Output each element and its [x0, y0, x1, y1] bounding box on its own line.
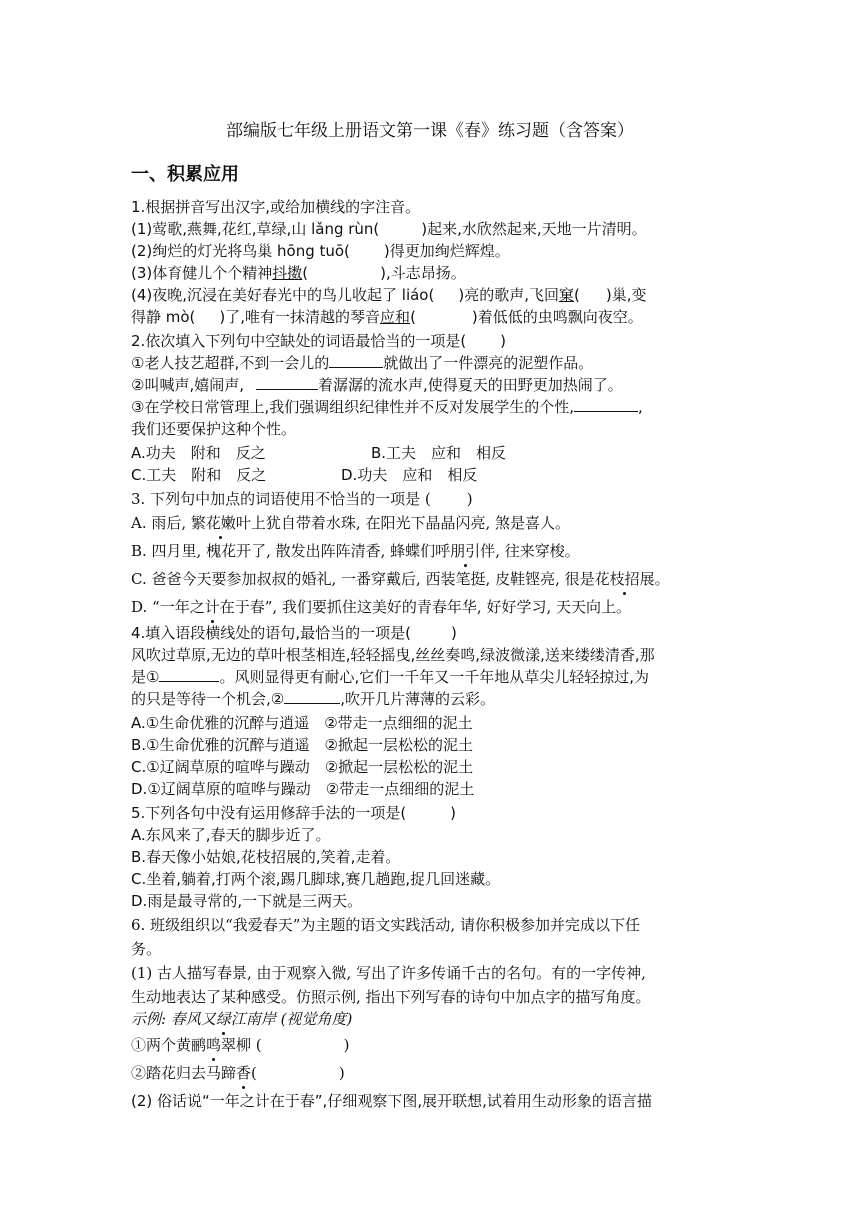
- fill-blank: [329, 353, 383, 368]
- paren-close: ): [343, 1036, 350, 1054]
- underlined-word: 抖擞: [272, 264, 303, 282]
- q2-stem-text: 2.依次填入下列句中空缺处的词语最恰当的一项是(: [131, 332, 467, 350]
- q1-item-4-text-2: )亮的歌声,飞回: [458, 286, 559, 304]
- q2-line-3: [131, 396, 741, 418]
- q3-option-b-text-end: , 往来穿梭。: [495, 542, 580, 560]
- q5-option-b: B.春天像小姑娘,花枝招展的,笑着,走着。: [131, 848, 401, 866]
- q6-item-2: [131, 1062, 741, 1084]
- q2-options-row-1: [131, 442, 741, 464]
- q6-item-2-text: ②踏花归去马蹄: [131, 1064, 237, 1082]
- q4-passage-2-text: 是①: [131, 668, 160, 686]
- q6-item-1-paren-open: 翠柳 (: [221, 1036, 262, 1054]
- paren-open: (: [573, 286, 580, 304]
- paren-close: ): [450, 804, 457, 822]
- dotted-phrase: 繁花嫩叶: [190, 514, 251, 532]
- q1-item-1-text: (1)莺歌,燕舞,花红,草绿,山 lǎng rùn(: [131, 220, 380, 238]
- q1-item-4-cont: [131, 306, 741, 328]
- dotted-phrase: 一年之计在于春: [159, 598, 265, 616]
- q6-example-text-end: 江南岸 (视觉角度): [230, 1010, 353, 1028]
- underlined-word: 应和: [380, 308, 411, 326]
- q2-line-2: [131, 374, 741, 396]
- q1-stem: 1.根据拼音写出汉字,或给加横线的字注音。: [131, 198, 421, 216]
- q1-item-4-text: (4)夜晚,沉浸在美好春光中的鸟儿收起了 liáo(: [131, 286, 435, 304]
- option-c: C.工夫 附和 反之: [131, 466, 267, 484]
- q6-line-1: 6. 班级组织以“我爱春天”为主题的语文实践活动, 请你积极参加并完成以下任: [131, 916, 640, 934]
- q2-line-4: 我们还要保护这种个性。: [131, 420, 297, 438]
- fill-blank: [256, 375, 318, 390]
- q1-item-4-text-3: )巢,变: [605, 286, 647, 304]
- q1-item-2-text: (2)绚烂的灯光将鸟巢 hōng tuō(: [131, 242, 350, 260]
- q3-option-a: [131, 512, 741, 534]
- q2-options-row-2: [131, 464, 741, 486]
- dotted-phrase: 花枝招展: [594, 570, 655, 588]
- q1-item-4-text-4: 得静 mò(: [131, 308, 196, 326]
- underlined-word: 窠: [558, 286, 574, 304]
- paren-open: (: [410, 308, 416, 326]
- q6-item-2-paren-open: (: [251, 1064, 257, 1082]
- q4-option-a: A.①生命优雅的沉醉与逍遥 ②带走一点细细的泥土: [131, 714, 473, 732]
- q1-item-4-text-6: )着低低的虫鸣飘向夜空。: [471, 308, 643, 326]
- q5-option-d: D.雨是最寻常的,一下就是三两天。: [131, 892, 363, 910]
- q3-stem: [131, 488, 741, 510]
- q2-line-1: [131, 352, 741, 374]
- q6-item-1: [131, 1034, 741, 1056]
- paren-close: ): [466, 490, 473, 508]
- q1-item-1: [131, 218, 741, 240]
- q2-line-2-text-end: 着潺潺的流水声,使得夏天的田野更加热闹了。: [317, 376, 623, 394]
- q6-example: [131, 1008, 741, 1030]
- fill-blank: [159, 667, 219, 682]
- q1-item-4-text-5: )了,唯有一抹清越的琴音: [219, 308, 381, 326]
- dotted-char: 鸣: [206, 1036, 222, 1054]
- q1-item-2-text-end: )得更加绚烂辉煌。: [383, 242, 510, 260]
- q6-line-2: 务。: [131, 940, 162, 958]
- paren-open: (: [302, 264, 309, 282]
- q3-stem-text: 3. 下列句中加点的词语使用不恰当的一项是 (: [131, 490, 431, 508]
- q1-item-1-text-end: )起来,水欣然起来,天地一片清明。: [421, 220, 647, 238]
- option-d: D.功夫 应和 相反: [341, 466, 478, 484]
- fill-blank: [574, 397, 638, 412]
- section-heading: 一、积累应用: [131, 164, 239, 185]
- option-a: A.功夫 附和 反之: [131, 444, 266, 462]
- q2-line-1-text: ①老人技艺超群,不到一会儿的: [131, 354, 330, 372]
- dotted-char: 香: [236, 1064, 252, 1082]
- q2-line-3-text: ③在学校日常管理上,我们强调组织纪律性并不反对发展学生的个性,: [131, 398, 574, 416]
- paren-close: ): [500, 332, 507, 350]
- paren-close: ): [450, 624, 457, 642]
- q4-option-c: C.①辽阔草原的喧哗与躁动 ②掀起一层松松的泥土: [131, 758, 474, 776]
- q6-line-5: (2) 俗话说“一年之计在于春”,仔细观察下图,展开联想,试着用生动形象的语言描: [131, 1092, 652, 1110]
- q5-option-c: C.坐着,躺着,打两个滚,踢几脚球,赛几趟跑,捉几回迷藏。: [131, 870, 501, 888]
- q2-line-1-text-end: 就做出了一件漂亮的泥塑作品。: [383, 354, 594, 372]
- q5-stem-text: 5.下列各句中没有运用修辞手法的一项是(: [131, 804, 407, 822]
- q4-passage-1: 风吹过草原,无边的草叶根茎相连,轻轻摇曳,丝丝奏鸣,绿波微漾,送来缕缕清香,那: [131, 646, 655, 664]
- q3-option-d: [131, 596, 741, 618]
- fill-blank: [284, 689, 340, 704]
- q1-item-4: [131, 284, 741, 306]
- q3-option-c: [131, 568, 741, 590]
- q4-passage-2: [131, 666, 741, 688]
- q3-option-b: [131, 540, 741, 562]
- q4-stem-text: 4.填入语段横线处的语句,最恰当的一项是(: [131, 624, 411, 642]
- q2-line-2-text: ②叫喊声,嬉闹声,: [131, 376, 244, 394]
- q5-option-a: A.东风来了,春天的脚步近了。: [131, 826, 331, 844]
- q6-line-4: 生动地表达了某种感受。仿照示例, 指出下列写春的诗句中加点字的描写角度。: [131, 988, 651, 1006]
- q3-option-a-text: A. 雨后,: [131, 514, 191, 532]
- q3-option-a-text-end: 上犹自带着水珠, 在阳光下晶晶闪亮, 煞是喜人。: [250, 514, 570, 532]
- q4-stem: [131, 622, 741, 644]
- q4-passage-3-text: 的只是等待一个机会,②: [131, 690, 285, 708]
- q6-line-3: (1) 古人描写春景, 由于观察入微, 写出了许多传诵千古的名句。有的一字传神,: [131, 964, 646, 982]
- q5-stem: [131, 802, 741, 824]
- q4-option-b: B.①生命优雅的沉醉与逍遥 ②掀起一层松松的泥土: [131, 736, 473, 754]
- q3-option-b-text: B. 四月里, 槐花开了, 散发出阵阵清香, 蜂蝶们: [131, 542, 436, 560]
- q2-stem: [131, 330, 741, 352]
- q6-item-1-text: ①两个黄鹂: [131, 1036, 207, 1054]
- q1-item-3-text-end: ),斗志昂扬。: [380, 264, 466, 282]
- q4-passage-3: [131, 688, 741, 710]
- option-b: B.工夫 应和 相反: [371, 444, 507, 462]
- q1-item-3-text: (3)体育健儿个个精神: [131, 264, 273, 282]
- q3-option-c-text: C. 爸爸今天要参加叔叔的婚礼, 一番穿戴后, 西装笔挺, 皮鞋铿亮, 很是: [131, 570, 595, 588]
- q4-passage-3-text-end: ,吹开几片薄薄的云彩。: [340, 690, 495, 708]
- dotted-phrase: 呼朋引伴: [435, 542, 496, 560]
- dotted-char: 绿: [215, 1010, 231, 1028]
- paren-close: ): [338, 1064, 345, 1082]
- q1-item-2: [131, 240, 741, 262]
- document-title: 部编版七年级上册语文第一课《春》练习题（含答案）: [226, 121, 634, 141]
- q2-line-3-text-end: ,: [638, 398, 643, 416]
- q3-option-c-text-end: 。: [654, 570, 670, 588]
- q6-example-text: 示例: 春风又: [131, 1010, 216, 1028]
- q1-item-3: [131, 262, 741, 284]
- q4-passage-2-text-end: 。风则显得更有耐心,它们一千年又一千年地从草尖儿轻轻掠过,为: [219, 668, 649, 686]
- q4-option-d: D.①辽阔草原的喧哗与躁动 ②带走一点细细的泥土: [131, 780, 475, 798]
- q3-option-d-text-end: ”, 我们要抓住这美好的青春年华, 好好学习, 天天向上。: [264, 598, 631, 616]
- q3-option-d-text: D. “: [131, 598, 160, 616]
